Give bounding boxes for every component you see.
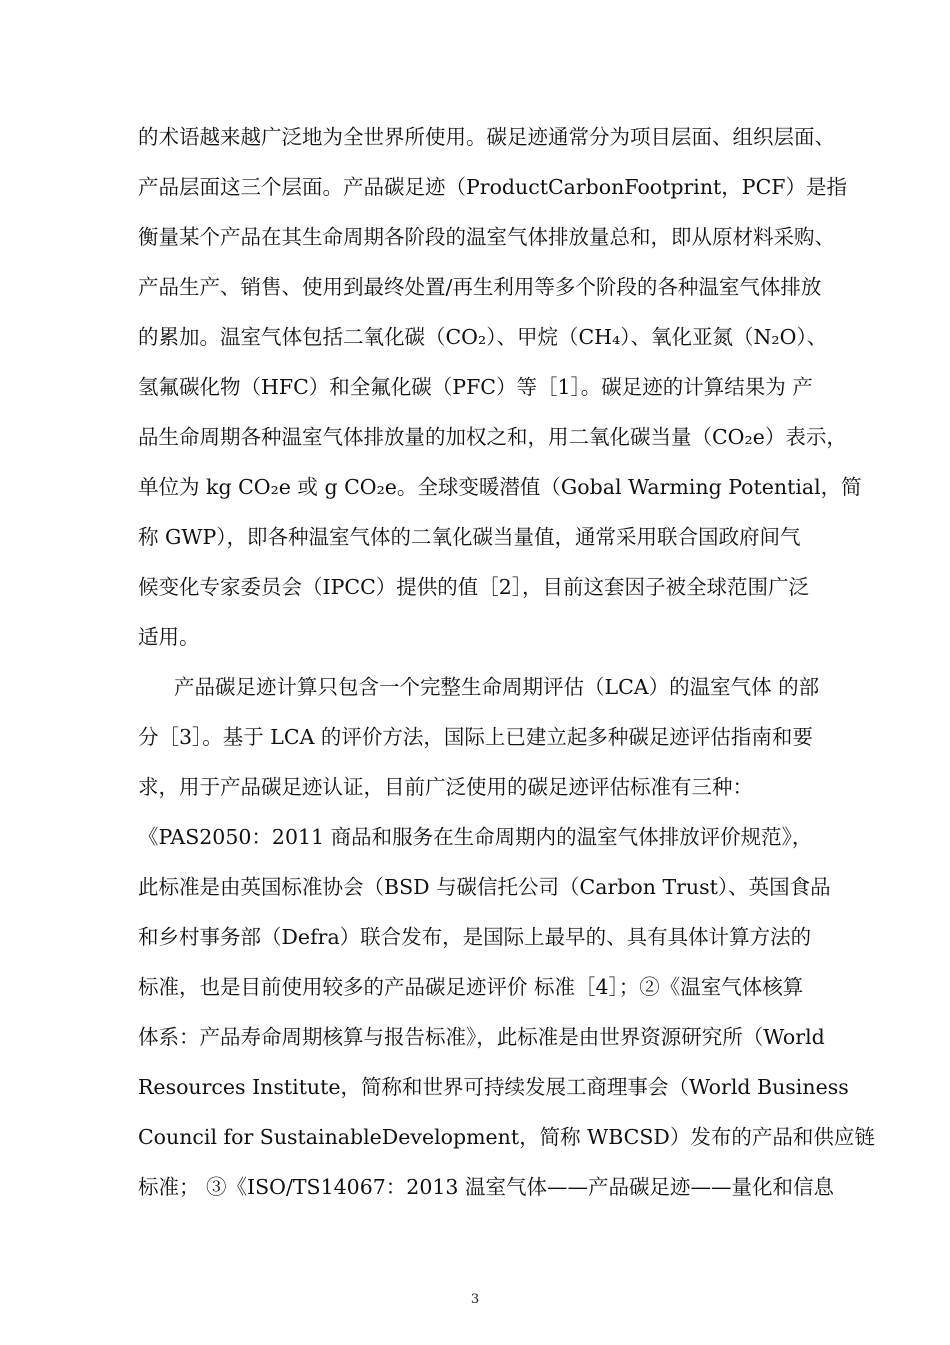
text-line-20: Resources Institute，简称和世界可持续发展工商理事会（World Business	[138, 1075, 849, 1099]
text-line-12: 产品碳足迹计算只包含一个完整生命周期评估（LCA）的温室气体 的部	[174, 675, 820, 699]
text-line-17: 和乡村事务部（Defra）联合发布，是国际上最早的、具有具体计算方法的	[138, 925, 812, 949]
text-line-2: 产品层面这三个层面。产品碳足迹（ProductCarbonFootprint，PCF）是指	[138, 175, 848, 199]
text-line-11: 适用。	[138, 625, 200, 649]
text-line-8: 单位为 kg CO₂e 或 g CO₂e。全球变暖潜值（Gobal Warming Potential，简	[138, 475, 862, 499]
text-line-15: 《PAS2050：2011 商品和服务在生命周期内的温室气体排放评价规范》，	[138, 825, 813, 849]
body-text	[138, 112, 875, 1212]
text-line-7: 品生命周期各种温室气体排放量的加权之和，用二氧化碳当量（CO₂e）表示，	[138, 425, 847, 449]
text-line-4: 产品生产、销售、使用到最终处置/再生利用等多个阶段的各种温室气体排放	[138, 275, 822, 299]
text-line-5: 的累加。温室气体包括二氧化碳（CO₂）、甲烷（CH₄）、氧化亚氮（N₂O）、	[138, 325, 828, 349]
text-line-14: 求，用于产品碳足迹认证，目前广泛使用的碳足迹评估标准有三种：	[138, 775, 753, 799]
text-line-18: 标准，也是目前使用较多的产品碳足迹评价 标准［4］；②《温室气体核算	[138, 975, 804, 999]
text-line-16: 此标准是由英国标准协会（BSD 与碳信托公司（Carbon Trust）、英国食品	[138, 875, 831, 899]
text-line-6: 氢氟碳化物（HFC）和全氟化碳（PFC）等［1］。碳足迹的计算结果为 产	[138, 375, 813, 399]
text-line-3: 衡量某个产品在其生命周期各阶段的温室气体排放量总和，即从原材料采购、	[138, 225, 835, 249]
text-line-9: 称 GWP），即各种温室气体的二氧化碳当量值，通常采用联合国政府间气	[138, 525, 801, 549]
text-line-10: 候变化专家委员会（IPCC）提供的值［2］，目前这套因子被全球范围广泛	[138, 575, 810, 599]
text-line-19: 体系：产品寿命周期核算与报告标准》，此标准是由世界资源研究所（World	[138, 1025, 825, 1049]
text-line-13: 分［3］。基于 LCA 的评价方法，国际上已建立起多种碳足迹评估指南和要	[138, 725, 813, 749]
text-line-1: 的术语越来越广泛地为全世界所使用。碳足迹通常分为项目层面、组织层面、	[138, 125, 835, 149]
text-line-21: Council for SustainableDevelopment，简称 WBCSD）发布的产品和供应链	[138, 1125, 875, 1149]
text-line-22: 标准； ③《ISO/TS14067：2013 温室气体——产品碳足迹——量化和信息	[138, 1175, 834, 1199]
page-number: 3	[470, 1292, 480, 1307]
